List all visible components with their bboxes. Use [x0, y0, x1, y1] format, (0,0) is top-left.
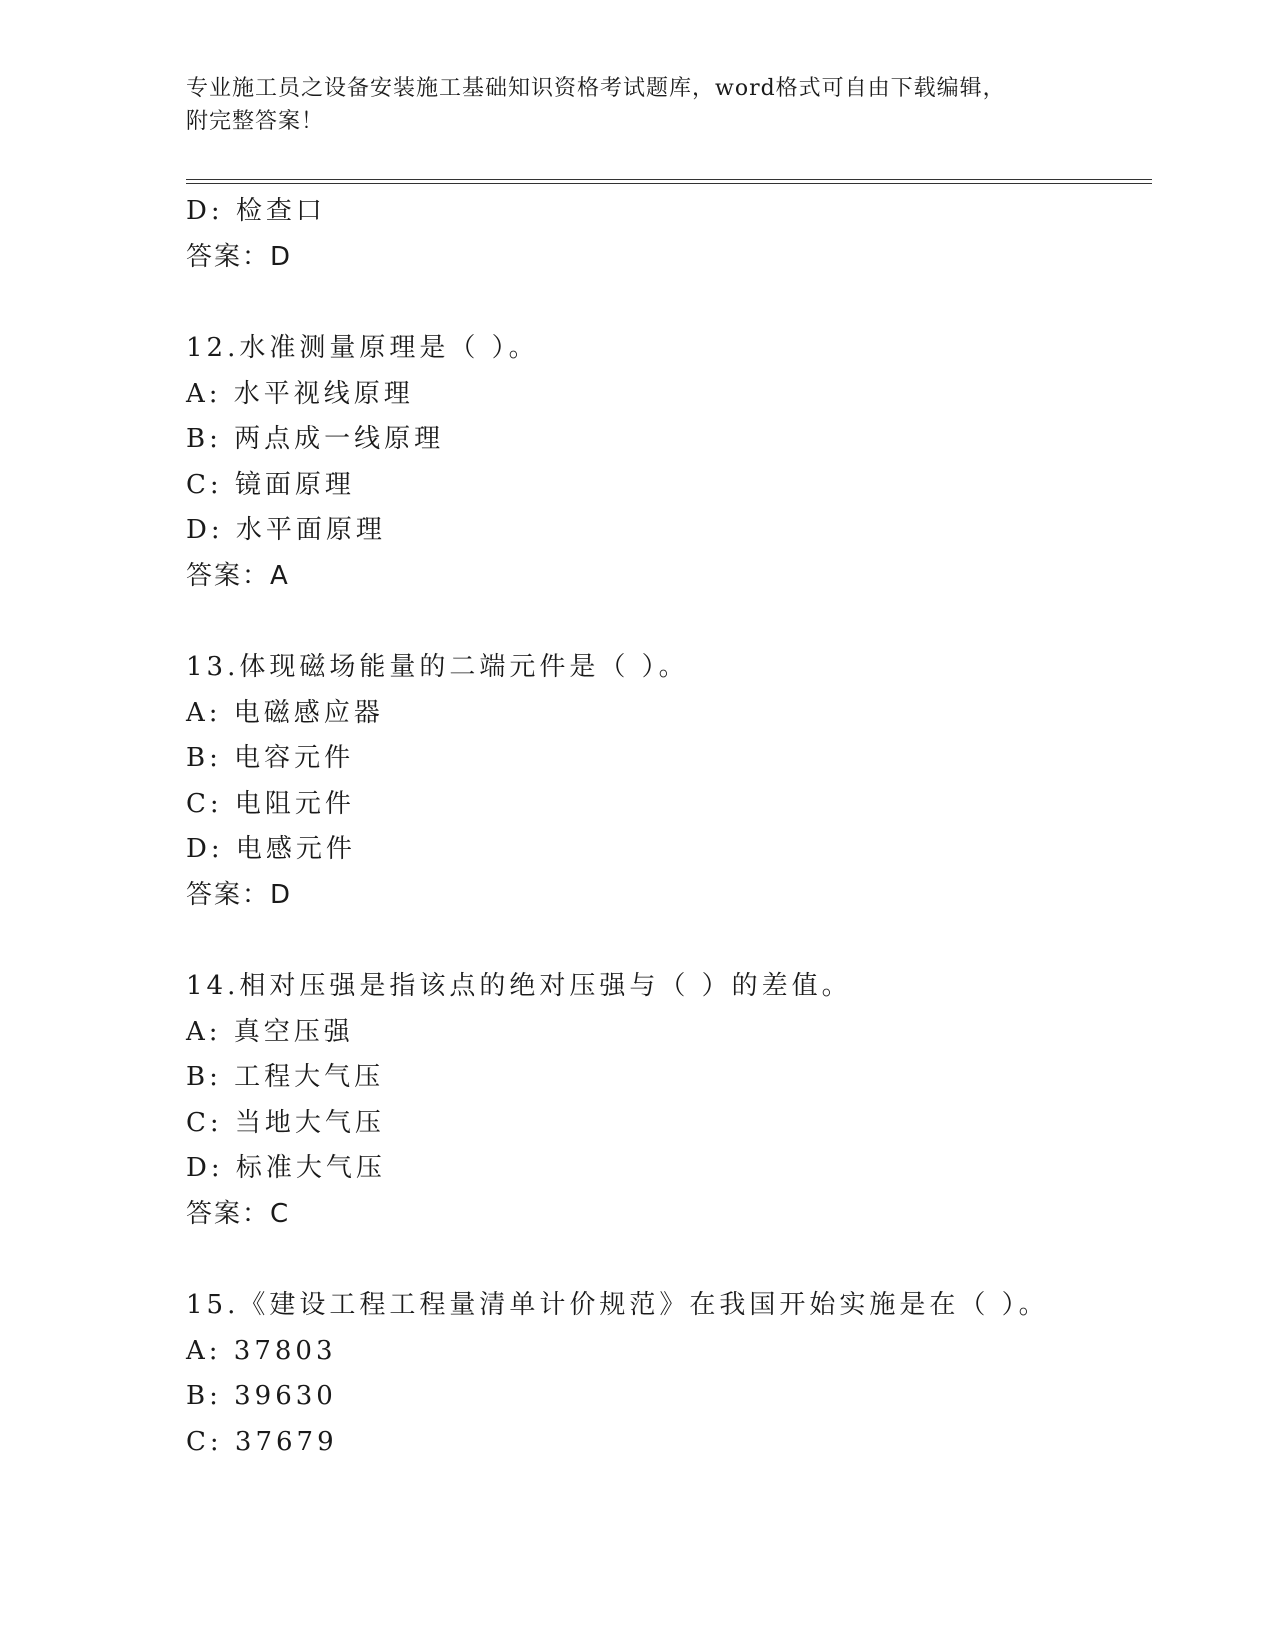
q14-answer: 答案：C: [186, 1198, 291, 1229]
header-line-2: 附完整答案！: [186, 109, 325, 134]
q13-option-a: A: 电磁感应器: [186, 697, 384, 728]
q13-option-b: B: 电容元件: [186, 743, 355, 773]
question-13: 13.体现磁场能量的二端元件是（ ）。: [186, 652, 689, 682]
q13-option-d: D: 电感元件: [186, 834, 356, 864]
q15-option-b: B: 39630: [186, 1381, 337, 1411]
q12-answer: 答案：A: [186, 560, 290, 591]
q13-option-c: C: 电阻元件: [186, 788, 355, 819]
q12-option-c: C: 镜面原理: [186, 469, 355, 500]
q13-answer: 答案：D: [186, 879, 293, 910]
q12-option-b: B: 两点成一线原理: [186, 424, 445, 454]
header-rule-bottom: [186, 183, 1152, 184]
q12-option-d: D: 水平面原理: [186, 515, 386, 545]
answer-prev: 答案：D: [186, 241, 293, 272]
q14-option-c: C: 当地大气压: [186, 1107, 385, 1138]
q14-option-d: D: 标准大气压: [186, 1153, 386, 1183]
header-line-1: 专业施工员之设备安装施工基础知识资格考试题库，word格式可自由下载编辑，: [186, 76, 1006, 101]
document-header: [186, 72, 1086, 138]
option-d-prev: D: 检查口: [186, 196, 326, 226]
q15-option-a: A: 37803: [186, 1335, 337, 1366]
question-14: 14.相对压强是指该点的绝对压强与（ ）的差值。: [186, 971, 852, 1001]
question-list: [186, 189, 1152, 1465]
q14-option-b: B: 工程大气压: [186, 1062, 385, 1092]
question-12: 12.水准测量原理是（ ）。: [186, 333, 539, 363]
q12-option-a: A: 水平视线原理: [186, 378, 414, 409]
header-rule-top: [186, 179, 1152, 180]
q15-option-c: C: 37679: [186, 1426, 338, 1457]
question-15: 15.《建设工程工程量清单计价规范》在我国开始实施是在（ ）。: [186, 1290, 1049, 1320]
q14-option-a: A: 真空压强: [186, 1016, 354, 1047]
